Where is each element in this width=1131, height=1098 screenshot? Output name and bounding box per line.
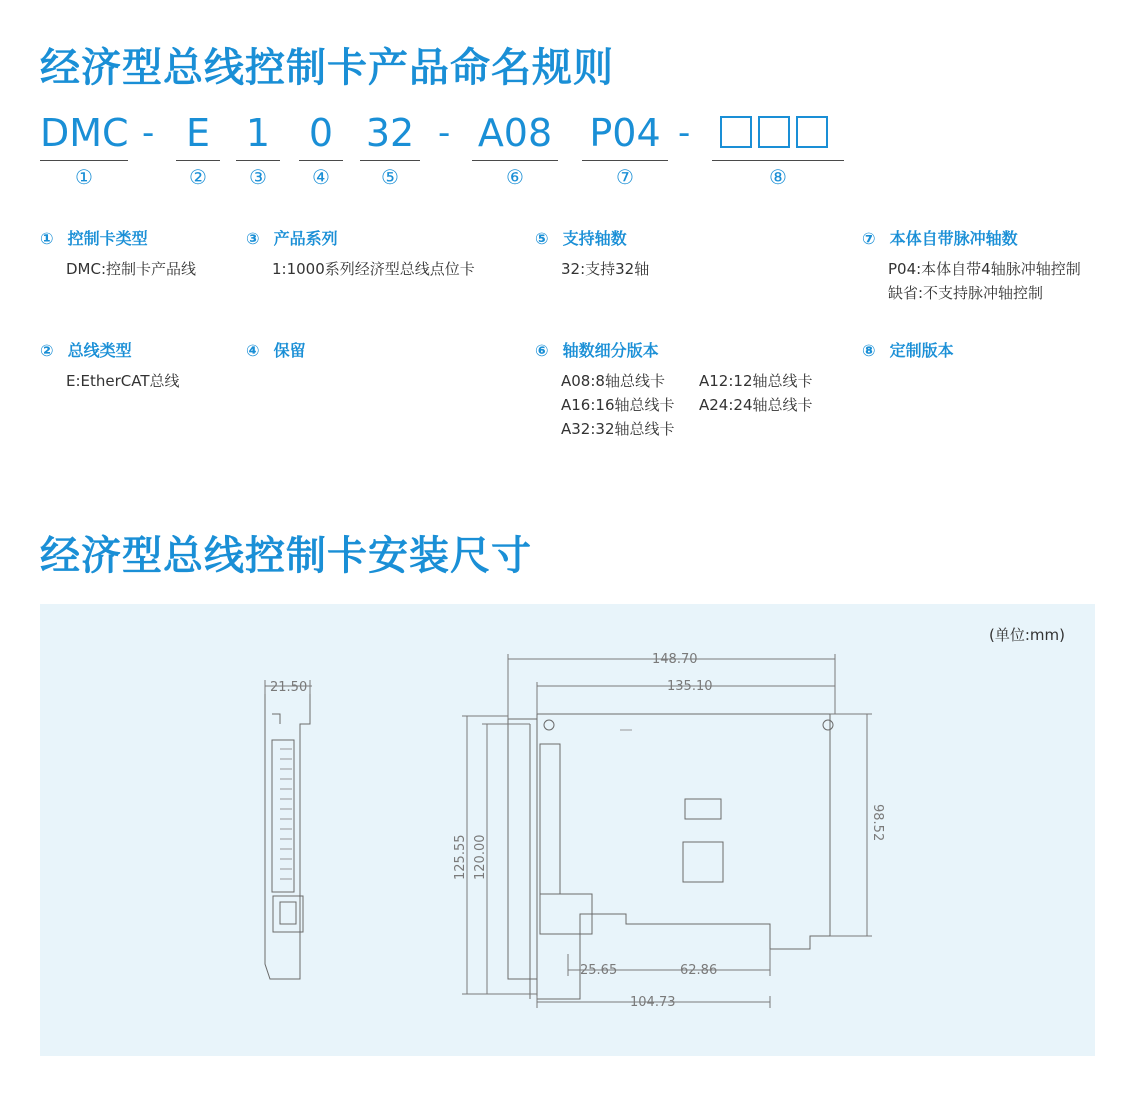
code-seg-axis-version: A08 — [472, 108, 558, 161]
section-heading: 本体自带脉冲轴数 — [889, 229, 1018, 248]
code-index: ⑤ — [381, 165, 399, 189]
section-heading: 定制版本 — [889, 341, 954, 360]
section-line: A12:12轴总线卡 — [699, 372, 813, 390]
section-pulse-axes — [862, 226, 1081, 305]
section-series — [246, 226, 475, 281]
code-seg-bus: E — [176, 108, 220, 161]
section-number: ⑧ — [862, 341, 876, 360]
code-seg-series: 1 — [236, 108, 280, 161]
section-line: A32:32轴总线卡 — [561, 420, 675, 438]
section-heading: 保留 — [273, 341, 306, 360]
code-seg-type: DMC — [40, 108, 128, 161]
section-heading: 总线类型 — [67, 341, 132, 360]
code-seg-pulse-axes: P04 — [582, 108, 668, 161]
section-number: ⑤ — [535, 229, 549, 248]
dim-conn-offset: 25.65 — [580, 963, 618, 978]
section-bus-type — [40, 338, 180, 393]
board-front-view — [508, 714, 833, 999]
code-index: ⑧ — [769, 165, 787, 189]
code-seg-reserved: 0 — [299, 108, 343, 161]
dimension-drawing — [40, 604, 1095, 1056]
section-line: A16:16轴总线卡 — [561, 396, 675, 414]
dim-bracket-width: 21.50 — [270, 680, 308, 695]
dimension-drawing-panel — [40, 604, 1095, 1056]
section-heading: 产品系列 — [273, 229, 338, 248]
section-line: E:EtherCAT总线 — [66, 372, 180, 390]
placeholder-box — [720, 116, 752, 148]
dim-pcb-length: 135.10 — [667, 679, 713, 694]
section-line: A24:24轴总线卡 — [699, 396, 813, 414]
section-line: A08:8轴总线卡 — [561, 372, 665, 390]
section-line: P04:本体自带4轴脉冲轴控制 — [888, 260, 1081, 278]
dim-bracket-height: 120.00 — [473, 834, 488, 880]
custom-placeholder-boxes — [720, 116, 828, 148]
section-heading: 控制卡类型 — [67, 229, 148, 248]
code-index: ④ — [312, 165, 330, 189]
section-card-type — [40, 226, 196, 281]
section-heading: 轴数细分版本 — [562, 341, 659, 360]
code-index: ⑥ — [506, 165, 524, 189]
dim-total-height: 125.55 — [453, 834, 468, 880]
unit-label: (单位:mm) — [989, 626, 1065, 644]
section-number: ⑦ — [862, 229, 876, 248]
section-reserved — [246, 338, 306, 361]
dim-total-length: 148.70 — [652, 652, 698, 667]
code-dash: - — [142, 113, 155, 153]
code-dash: - — [438, 113, 451, 153]
section-number: ⑥ — [535, 341, 549, 360]
code-index: ③ — [249, 165, 267, 189]
section-line: 32:支持32轴 — [561, 260, 650, 278]
dim-pcb-height: 98.52 — [870, 804, 885, 842]
code-index: ② — [189, 165, 207, 189]
section-number: ③ — [246, 229, 260, 248]
section-line: DMC:控制卡产品线 — [66, 260, 197, 278]
section-number: ① — [40, 229, 54, 248]
code-index: ⑦ — [616, 165, 634, 189]
section-number: ④ — [246, 341, 260, 360]
dim-bottom-length: 104.73 — [630, 995, 676, 1010]
code-dash: - — [678, 113, 691, 153]
bracket-side-view — [265, 686, 310, 979]
code-index: ① — [75, 165, 93, 189]
dim-conn-span: 62.86 — [680, 963, 718, 978]
naming-title: 经济型总线控制卡产品命名规则 — [40, 45, 614, 91]
section-axes — [535, 226, 649, 281]
section-number: ② — [40, 341, 54, 360]
placeholder-box — [796, 116, 828, 148]
code-seg-axes: 32 — [360, 108, 420, 161]
placeholder-box — [758, 116, 790, 148]
section-axis-version — [535, 338, 821, 441]
section-custom — [862, 338, 954, 361]
section-line: 缺省:不支持脉冲轴控制 — [888, 284, 1044, 302]
section-line: 1:1000系列经济型总线点位卡 — [272, 260, 475, 278]
dimensions-title: 经济型总线控制卡安装尺寸 — [40, 533, 532, 579]
section-heading: 支持轴数 — [562, 229, 627, 248]
